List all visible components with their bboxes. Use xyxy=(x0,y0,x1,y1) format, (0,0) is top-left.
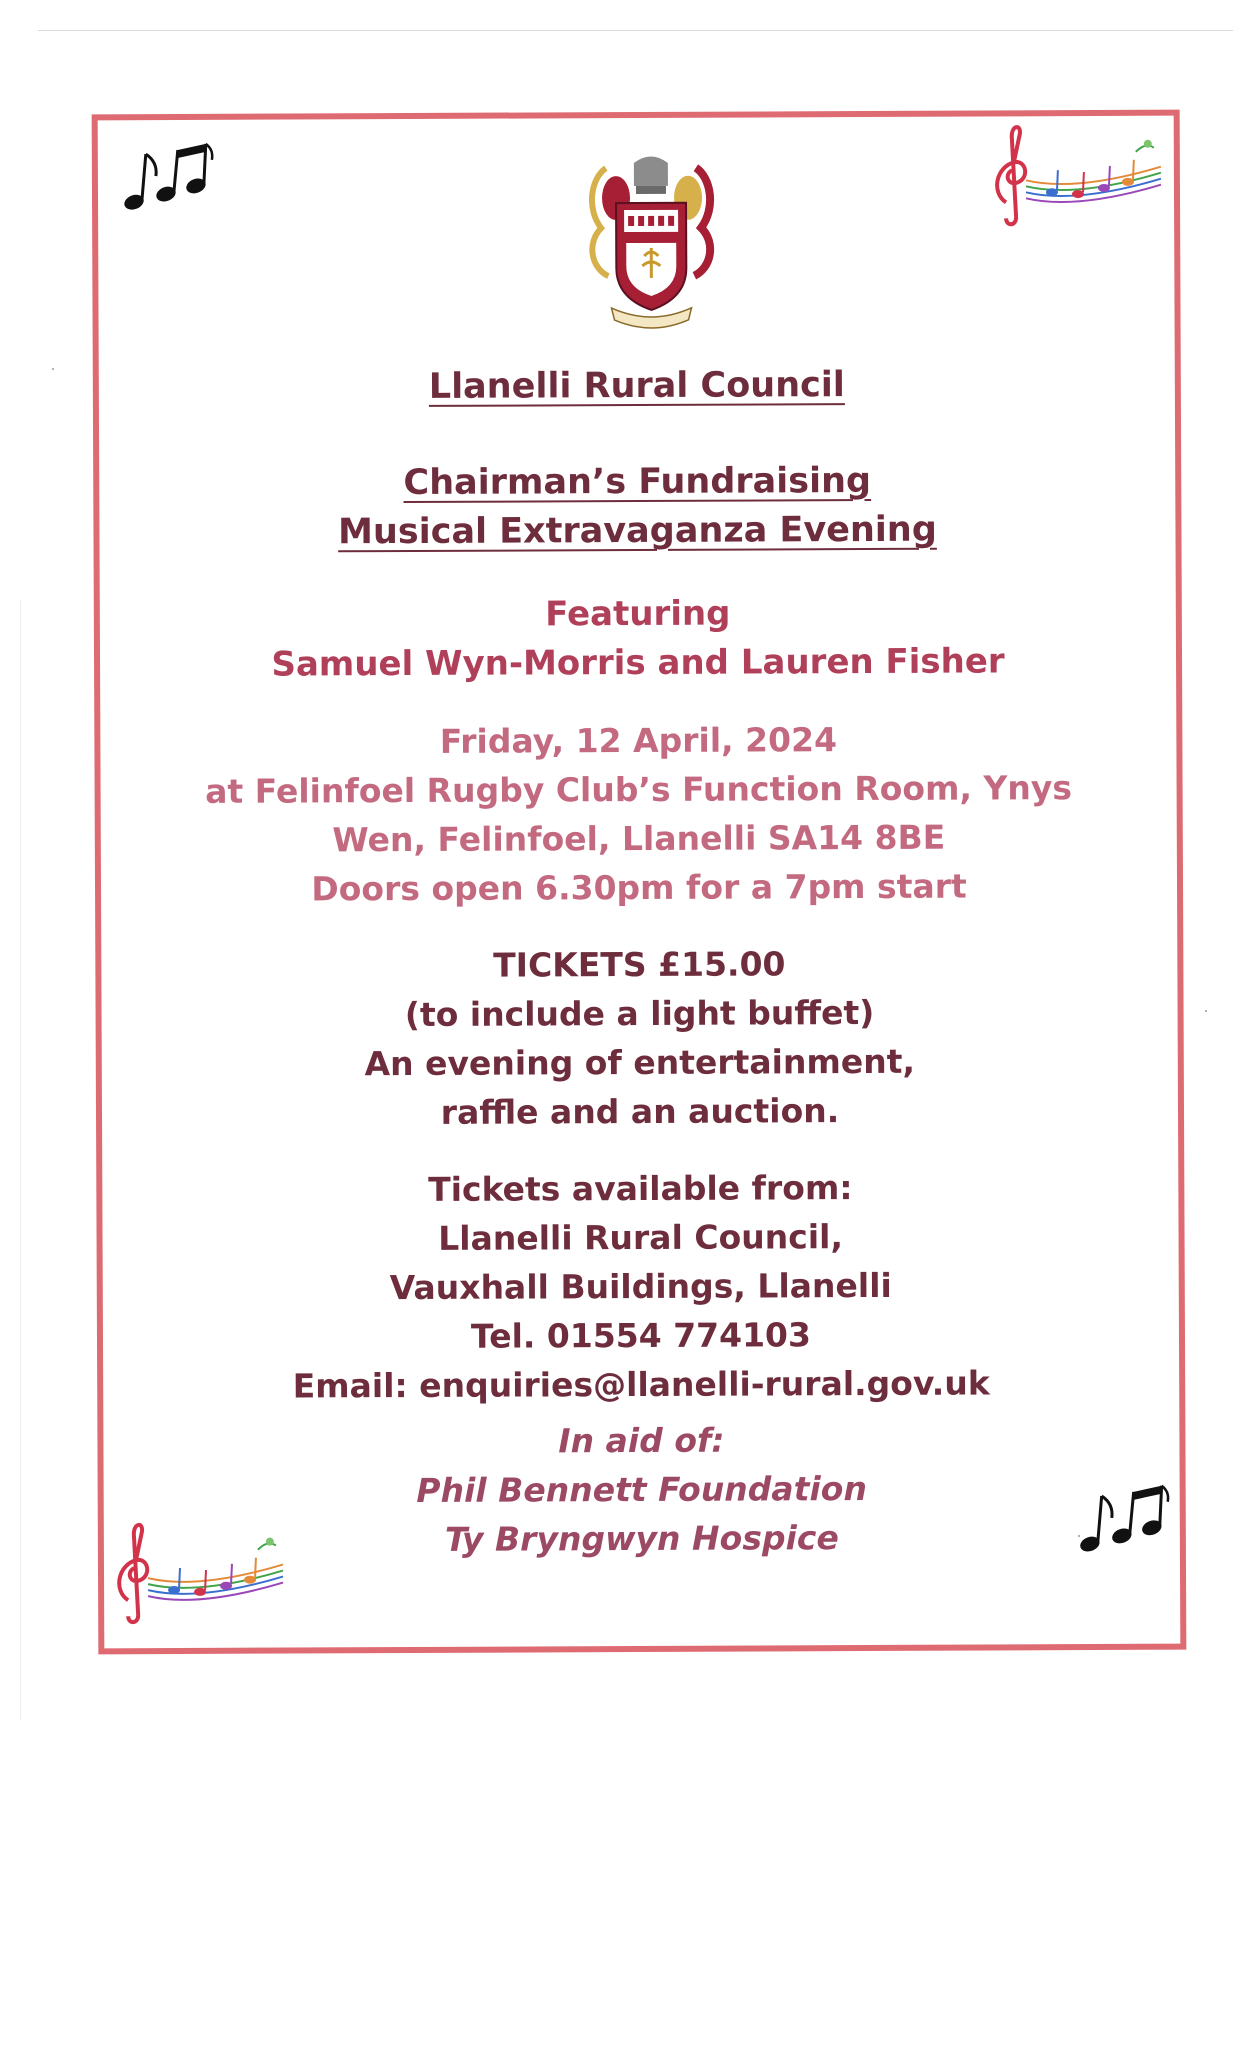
event-name-line2: Musical Extravaganza Evening xyxy=(337,509,937,553)
tickets-block xyxy=(101,938,1178,1139)
available-address: Vauxhall Buildings, Llanelli xyxy=(389,1265,892,1308)
treble-clef-notes-icon xyxy=(986,122,1166,233)
event-details xyxy=(100,714,1177,915)
council-crest-icon xyxy=(576,148,727,334)
treble-clef-notes-icon xyxy=(108,1520,288,1631)
scan-speck xyxy=(1205,1010,1207,1012)
evening-line2: raffle and an auction. xyxy=(440,1091,840,1132)
scan-edge-line xyxy=(20,600,21,1720)
scan-speck xyxy=(52,368,54,370)
council-title-text: Llanelli Rural Council xyxy=(428,365,845,407)
beamed-notes-icon xyxy=(116,132,216,232)
beamed-notes-icon xyxy=(1072,1474,1172,1574)
event-date: Friday, 12 April, 2024 xyxy=(439,720,838,761)
council-title xyxy=(99,364,1175,409)
scan-edge-line xyxy=(38,30,1233,31)
available-org: Llanelli Rural Council, xyxy=(438,1217,844,1258)
charity-1: Phil Bennett Foundation xyxy=(416,1469,867,1510)
event-name-line1: Chairman’s Fundraising xyxy=(403,460,872,504)
featuring-label: Featuring xyxy=(545,593,731,635)
tickets-available-block xyxy=(102,1162,1179,1412)
featuring-block xyxy=(100,588,1176,691)
evening-line1: An evening of entertainment, xyxy=(364,1041,916,1084)
doors-time: Doors open 6.30pm for a 7pm start xyxy=(311,866,967,909)
venue-line2: Wen, Felinfoel, Llanelli SA14 8BE xyxy=(332,817,946,860)
event-name xyxy=(99,456,1175,559)
poster-border xyxy=(92,110,1187,1655)
performers: Samuel Wyn-Morris and Lauren Fisher xyxy=(271,641,1005,685)
email-address: Email: enquiries@llanelli-rural.gov.uk xyxy=(292,1363,990,1406)
tickets-price: TICKETS £15.00 xyxy=(493,944,786,985)
venue-line1: at Felinfoel Rugby Club’s Function Room, Ynys xyxy=(205,768,1073,811)
phone-number: Tel. 01554 774103 xyxy=(470,1315,812,1356)
tickets-include: (to include a light buffet) xyxy=(404,992,875,1035)
aid-label: In aid of: xyxy=(558,1420,725,1461)
charity-2: Ty Bryngwyn Hospice xyxy=(444,1518,839,1559)
available-label: Tickets available from: xyxy=(428,1168,853,1209)
